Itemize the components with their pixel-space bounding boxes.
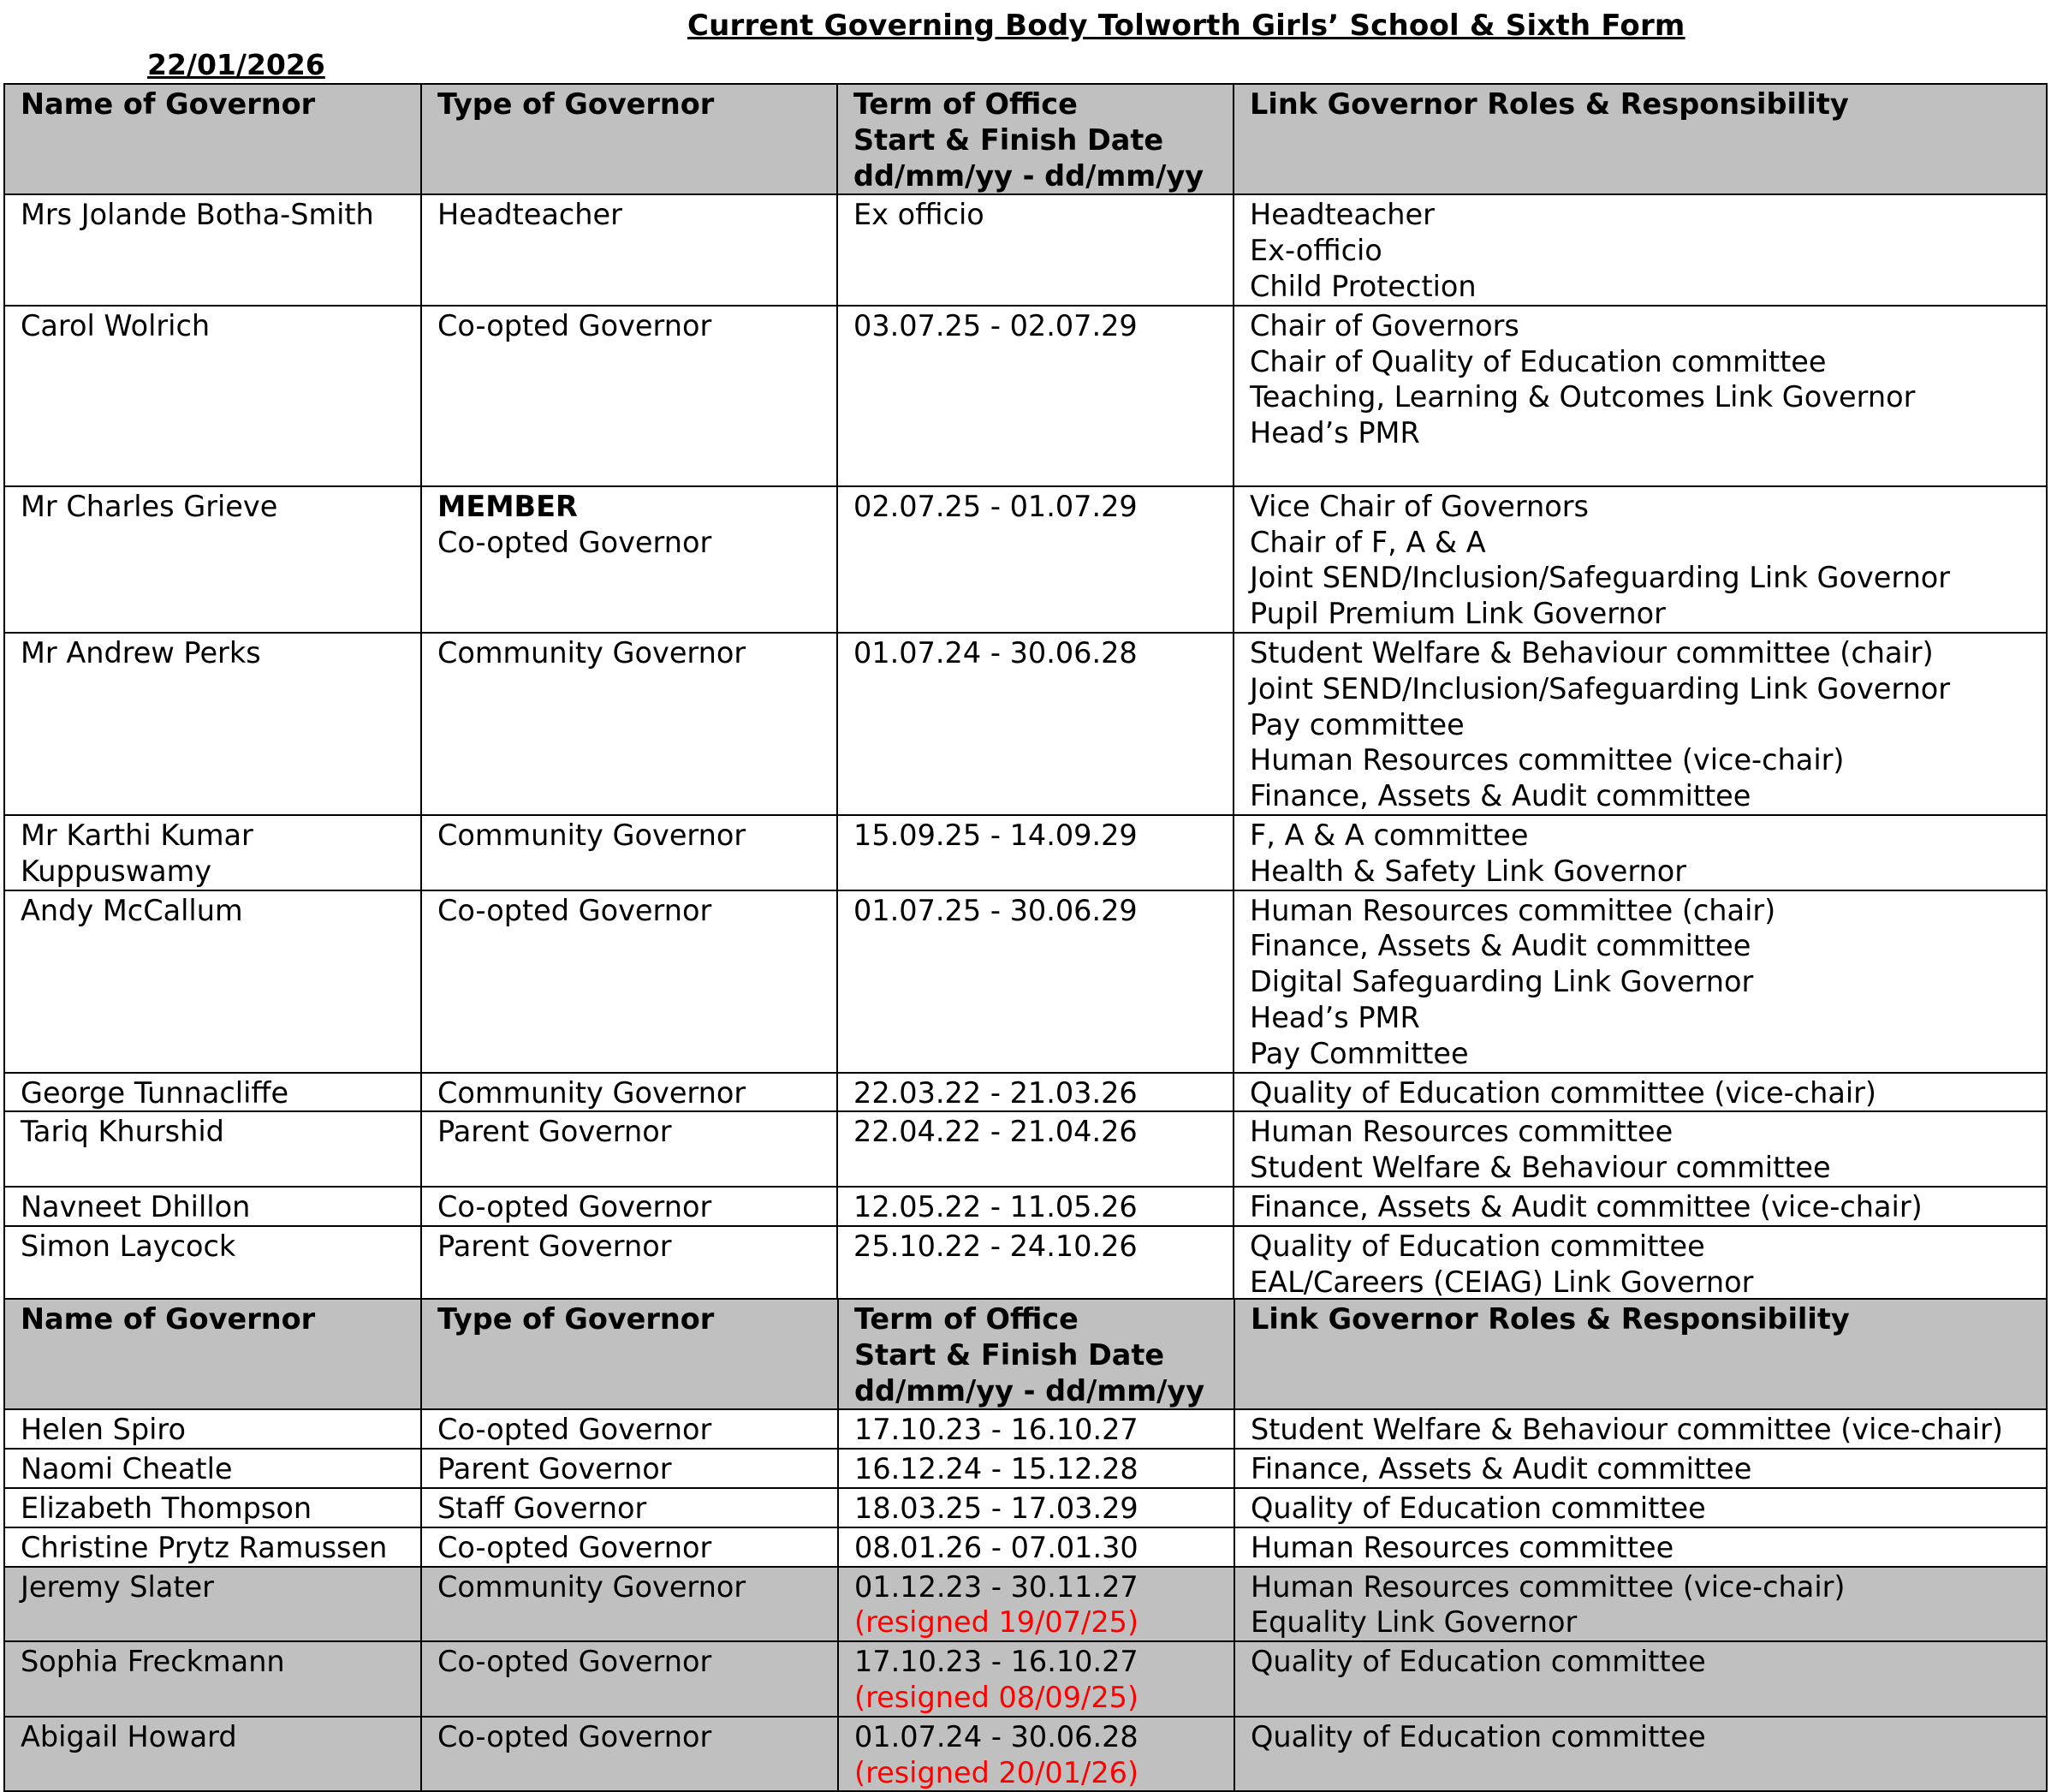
- governor-name: Elizabeth Thompson: [4, 1488, 421, 1527]
- table-row: [4, 306, 2047, 486]
- link-roles: Quality of Education committee: [1234, 1641, 2047, 1717]
- governor-name: Christine Prytz Ramussen: [4, 1527, 421, 1567]
- document-title: Current Governing Body Tolworth Girls’ School & Sixth Form: [687, 9, 1685, 43]
- governor-type: Co-opted Governor: [421, 1527, 838, 1567]
- table-row: [4, 1073, 2047, 1112]
- term-of-office: 01.07.25 - 30.06.29: [837, 890, 1234, 1073]
- governor-name: Jeremy Slater: [4, 1567, 421, 1642]
- table-row: [4, 1449, 2047, 1488]
- governor-name: George Tunnacliffe: [4, 1073, 421, 1112]
- governor-name: Naomi Cheatle: [4, 1449, 421, 1488]
- governor-name: Andy McCallum: [4, 890, 421, 1073]
- governor-type: Co-opted Governor: [421, 1187, 837, 1226]
- table-row: [4, 1226, 2047, 1301]
- table-row: [4, 1567, 2047, 1642]
- governor-type: MEMBER Co-opted Governor: [421, 486, 837, 633]
- table-header-row: [4, 84, 2047, 194]
- table-row: [4, 815, 2047, 890]
- link-roles: Chair of Governors Chair of Quality of Education committee Teaching, Learning & Outcomes Link Governor Head’s PMR: [1234, 306, 2047, 486]
- governor-name: Sophia Freckmann: [4, 1641, 421, 1717]
- governor-type: Parent Governor: [421, 1226, 837, 1301]
- governor-type: Co-opted Governor: [421, 306, 837, 486]
- link-roles: Vice Chair of Governors Chair of F, A & A Joint SEND/Inclusion/Safeguarding Link Governor Pupil Premium Link Governor: [1234, 486, 2047, 633]
- header-type: Type of Governor: [421, 1299, 838, 1409]
- member-label: MEMBER: [437, 489, 578, 523]
- term-of-office: 12.05.22 - 11.05.26: [837, 1187, 1234, 1226]
- term-of-office: 08.01.26 - 07.01.30: [838, 1527, 1234, 1567]
- governor-name: Mr Charles Grieve: [4, 486, 421, 633]
- link-roles: Finance, Assets & Audit committee (vice-chair): [1234, 1187, 2047, 1226]
- governor-name: Helen Spiro: [4, 1409, 421, 1449]
- link-roles: Human Resources committee Student Welfare & Behaviour committee: [1234, 1111, 2047, 1187]
- header-name: Name of Governor: [4, 84, 421, 194]
- governors-table-current: [3, 83, 2048, 1301]
- resigned-note: (resigned 19/07/25): [854, 1605, 1139, 1640]
- term-of-office: 15.09.25 - 14.09.29: [837, 815, 1234, 890]
- term-of-office: 01.12.23 - 30.11.27 (resigned 19/07/25): [838, 1567, 1234, 1642]
- governor-type: Community Governor: [421, 633, 837, 815]
- term-of-office: Ex officio: [837, 194, 1234, 305]
- governor-type: Community Governor: [421, 1073, 837, 1112]
- governor-type: Headteacher: [421, 194, 837, 305]
- table-row: [4, 890, 2047, 1073]
- link-roles: Human Resources committee (chair) Finance, Assets & Audit committee Digital Safeguarding Link Governor Head’s PMR Pay Committee: [1234, 890, 2047, 1073]
- governor-type: Staff Governor: [421, 1488, 838, 1527]
- table-header-row: [4, 1299, 2047, 1409]
- link-roles: Finance, Assets & Audit committee: [1234, 1449, 2047, 1488]
- header-roles: Link Governor Roles & Responsibility: [1234, 1299, 2047, 1409]
- governor-name: Simon Laycock: [4, 1226, 421, 1301]
- table-row: [4, 1187, 2047, 1226]
- term-of-office: 17.10.23 - 16.10.27 (resigned 08/09/25): [838, 1641, 1234, 1717]
- link-roles: Quality of Education committee: [1234, 1488, 2047, 1527]
- table-row: [4, 1641, 2047, 1717]
- header-term: Term of Office Start & Finish Date dd/mm/yy - dd/mm/yy: [838, 1299, 1234, 1409]
- table-row: [4, 1111, 2047, 1187]
- term-of-office: 16.12.24 - 15.12.28: [838, 1449, 1234, 1488]
- resigned-note: (resigned 08/09/25): [854, 1680, 1139, 1714]
- governor-name: Mr Karthi Kumar Kuppuswamy: [4, 815, 421, 890]
- document-date: 22/01/2026: [147, 48, 325, 81]
- link-roles: Quality of Education committee: [1234, 1717, 2047, 1792]
- governor-type: Co-opted Governor: [421, 1641, 838, 1717]
- header-term: Term of Office Start & Finish Date dd/mm/yy - dd/mm/yy: [837, 84, 1234, 194]
- term-of-office: 02.07.25 - 01.07.29: [837, 486, 1234, 633]
- governor-name: Navneet Dhillon: [4, 1187, 421, 1226]
- link-roles: Headteacher Ex-officio Child Protection: [1234, 194, 2047, 305]
- governor-type: Community Governor: [421, 1567, 838, 1642]
- term-of-office: 22.03.22 - 21.03.26: [837, 1073, 1234, 1112]
- table-row: [4, 1488, 2047, 1527]
- term-of-office: 22.04.22 - 21.04.26: [837, 1111, 1234, 1187]
- table-row: [4, 1717, 2047, 1792]
- table-row: [4, 194, 2047, 305]
- governor-type: Co-opted Governor: [421, 890, 837, 1073]
- term-of-office: 25.10.22 - 24.10.26: [837, 1226, 1234, 1301]
- term-of-office: 01.07.24 - 30.06.28 (resigned 20/01/26): [838, 1717, 1234, 1792]
- link-roles: Human Resources committee (vice-chair) Equality Link Governor: [1234, 1567, 2047, 1642]
- table-row: [4, 1409, 2047, 1449]
- table-row: [4, 633, 2047, 815]
- governor-name: Mr Andrew Perks: [4, 633, 421, 815]
- governor-type: Co-opted Governor: [421, 1717, 838, 1792]
- header-roles: Link Governor Roles & Responsibility: [1234, 84, 2047, 194]
- link-roles: Quality of Education committee (vice-chair): [1234, 1073, 2047, 1112]
- governor-type: Co-opted Governor: [421, 1409, 838, 1449]
- header-type: Type of Governor: [421, 84, 837, 194]
- governors-table-other: [3, 1298, 2048, 1792]
- link-roles: F, A & A committee Health & Safety Link Governor: [1234, 815, 2047, 890]
- term-of-office: 01.07.24 - 30.06.28: [837, 633, 1234, 815]
- table-row: [4, 486, 2047, 633]
- governor-name: Tariq Khurshid: [4, 1111, 421, 1187]
- term-of-office: 03.07.25 - 02.07.29: [837, 306, 1234, 486]
- governor-name: Carol Wolrich: [4, 306, 421, 486]
- link-roles: Student Welfare & Behaviour committee (chair) Joint SEND/Inclusion/Safeguarding Link Governor Pay committee Human Resources committee (vice-chair) Finance, Assets & Audit committee: [1234, 633, 2047, 815]
- governor-name: Mrs Jolande Botha-Smith: [4, 194, 421, 305]
- link-roles: Quality of Education committee EAL/Careers (CEIAG) Link Governor: [1234, 1226, 2047, 1301]
- table-row: [4, 1527, 2047, 1567]
- link-roles: Human Resources committee: [1234, 1527, 2047, 1567]
- governor-type: Community Governor: [421, 815, 837, 890]
- governor-type: Parent Governor: [421, 1111, 837, 1187]
- resigned-note: (resigned 20/01/26): [854, 1755, 1139, 1789]
- governor-name: Abigail Howard: [4, 1717, 421, 1792]
- header-name: Name of Governor: [4, 1299, 421, 1409]
- term-of-office: 17.10.23 - 16.10.27: [838, 1409, 1234, 1449]
- governor-type: Parent Governor: [421, 1449, 838, 1488]
- link-roles: Student Welfare & Behaviour committee (vice-chair): [1234, 1409, 2047, 1449]
- term-of-office: 18.03.25 - 17.03.29: [838, 1488, 1234, 1527]
